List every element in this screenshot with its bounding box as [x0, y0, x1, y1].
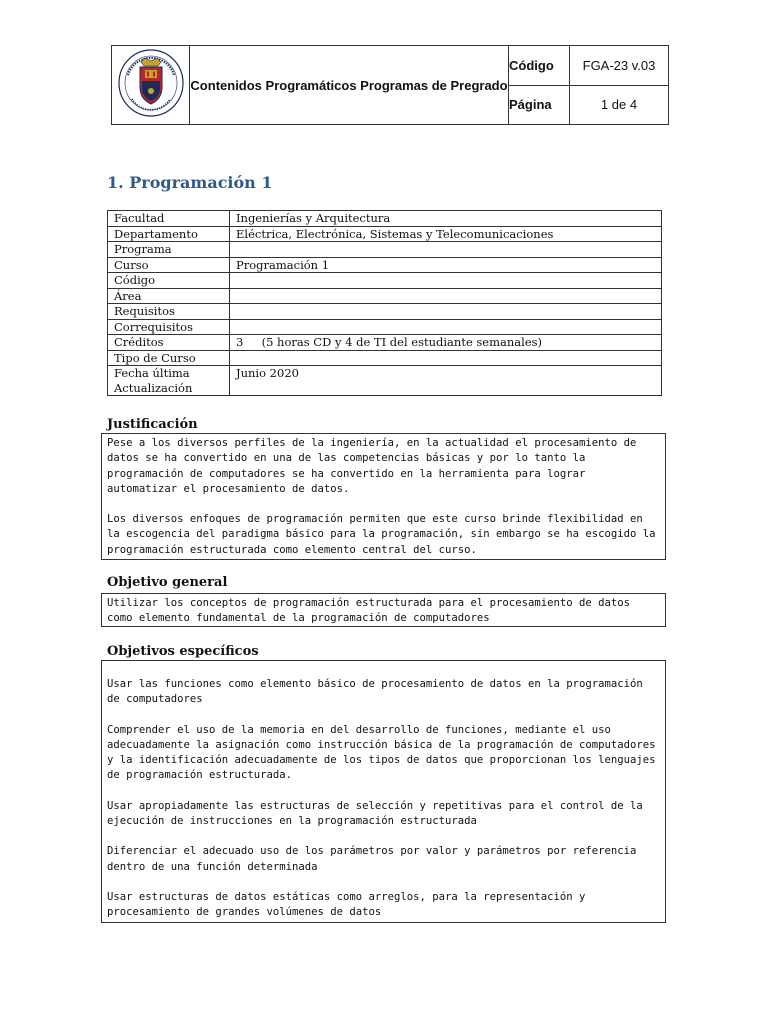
- section-heading: 1. Programación 1: [107, 173, 273, 192]
- course-info-row: [108, 335, 662, 351]
- objetivo-especifico-item: Comprender el uso de la memoria en del desarrollo de funciones, mediante el uso adecuadamente la asignación como instrucción básica de la programación de computadores y la identificación adecuadamente de los tipos de datos que proporcionan los lenguajes de programación estructurada.: [107, 723, 656, 782]
- course-info-value: 3 (5 horas CD y 4 de TI del estudiante semanales): [230, 335, 662, 351]
- objetivos-especificos-box: [101, 660, 666, 923]
- course-info-row: [108, 288, 662, 304]
- page-label: Página: [509, 85, 570, 125]
- objetivo-general-box: [101, 593, 666, 627]
- course-info-label: Facultad: [108, 211, 230, 227]
- course-info-value: [230, 273, 662, 289]
- course-info-row: [108, 273, 662, 289]
- course-info-value: [230, 319, 662, 335]
- course-info-label: Curso: [108, 257, 230, 273]
- justificacion-title: Justificación: [107, 417, 198, 432]
- course-info-value: [230, 304, 662, 320]
- course-info-value: Ingenierías y Arquitectura: [230, 211, 662, 227]
- course-info-value: Eléctrica, Electrónica, Sistemas y Telecomunicaciones: [230, 226, 662, 242]
- objetivo-especifico-item: Usar apropiadamente las estructuras de selección y repetitivas para el control de la ejecución de instrucciones en la programación estructurada: [107, 799, 643, 828]
- document-header: [111, 45, 669, 125]
- objetivo-general-title: Objetivo general: [107, 575, 228, 590]
- course-info-value: [230, 242, 662, 258]
- course-info-row: [108, 257, 662, 273]
- course-info-value: Junio 2020: [230, 366, 662, 396]
- justificacion-paragraph: Los diversos enfoques de programación permiten que este curso brinde flexibilidad en la escogencia del paradigma básico para la programación, sin embargo se ha escogido la programación estructurada como elemento central del curso.: [107, 513, 656, 556]
- objetivo-especifico-item: Diferenciar el adecuado uso de los parámetros por valor y parámetros por referencia dentro de una función determinada: [107, 845, 637, 873]
- course-info-row: [108, 319, 662, 335]
- objetivo-general-text: Utilizar los conceptos de programación estructurada para el procesamiento de datos como elemento fundamental de la programación de computadores: [107, 597, 630, 625]
- code-value: FGA-23 v.03: [570, 46, 669, 86]
- course-info-label: Área: [108, 288, 230, 304]
- course-info-label: Departamento: [108, 226, 230, 242]
- course-info-row: [108, 211, 662, 227]
- course-info-label: Código: [108, 273, 230, 289]
- course-info-value: [230, 350, 662, 366]
- university-seal-icon: [116, 47, 186, 119]
- course-info-table: [107, 210, 662, 396]
- justificacion-paragraph: Pese a los diversos perfiles de la ingeniería, en la actualidad el procesamiento de datos se ha convertido en una de las competencias básicas y por lo tanto la programación de computadores se ha convertido en la herramienta para lograr automatizar el procesamiento de datos.: [107, 437, 637, 495]
- course-info-row: [108, 226, 662, 242]
- justificacion-box: [101, 433, 666, 560]
- course-info-label: Créditos: [108, 335, 230, 351]
- course-info-label: Requisitos: [108, 304, 230, 320]
- course-info-body: [108, 211, 662, 396]
- course-info-row: [108, 242, 662, 258]
- objetivo-especifico-item: Usar las funciones como elemento básico de procesamiento de datos en la programación de computadores: [107, 678, 643, 706]
- course-info-label: Correquisitos: [108, 319, 230, 335]
- course-info-value: Programación 1: [230, 257, 662, 273]
- course-info-value: [230, 288, 662, 304]
- course-info-row: [108, 350, 662, 366]
- course-info-row: [108, 366, 662, 396]
- document-title: Contenidos Programáticos Programas de Pregrado: [190, 46, 509, 125]
- code-label: Código: [509, 46, 570, 86]
- course-info-label: Programa: [108, 242, 230, 258]
- course-info-row: [108, 304, 662, 320]
- objetivo-especifico-item: Usar estructuras de datos estáticas como arreglos, para la representación y procesamiento de grandes volúmenes de datos: [107, 890, 586, 919]
- page-value: 1 de 4: [570, 85, 669, 125]
- course-info-label: Fecha última Actualización: [108, 366, 230, 396]
- course-info-label: Tipo de Curso: [108, 350, 230, 366]
- university-logo-cell: [112, 46, 190, 125]
- objetivos-especificos-title: Objetivos específicos: [107, 644, 259, 659]
